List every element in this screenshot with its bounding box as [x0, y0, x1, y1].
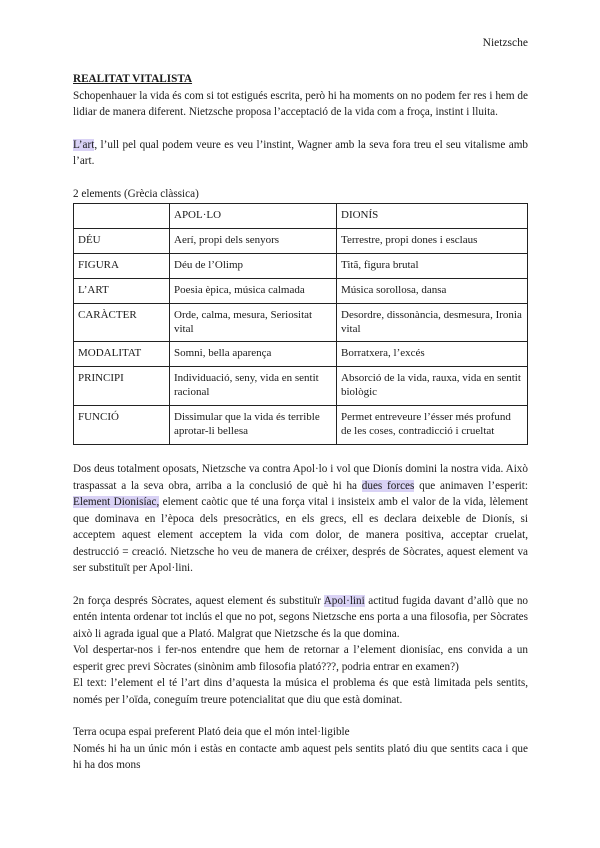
- apolo-cell: Somni, bella aparença: [170, 342, 337, 367]
- row-label: L’ART: [74, 279, 170, 304]
- table-row: [74, 342, 528, 367]
- row-label: FIGURA: [74, 254, 170, 279]
- apollo-dionysus-table: [73, 203, 528, 445]
- row-label: FUNCIÓ: [74, 406, 170, 445]
- dionis-cell: Permet entreveure l’ésser més profund de les coses, contradicció i crueltat: [337, 406, 528, 445]
- paragraph-un-mon: Només hi ha un únic món i estàs en contacte amb aquest pels sentits plató diu que sentits caca i que hi ha dos mons: [73, 742, 528, 771]
- dionis-cell: Desordre, dissonància, desmesura, Ironia vital: [337, 304, 528, 342]
- highlight-element-dionisiac: Element Dionisíac,: [73, 496, 160, 508]
- table-row: [74, 229, 528, 254]
- text-segment: Dos deus totalment oposats, Nietzsche va contra Apol·lo i vol que Dionís domini la nostra vida. Això traspassat a la seva obra, arriba a la conclusió de què hi ha: [73, 463, 528, 492]
- paragraph-dues-forces: [73, 461, 528, 577]
- highlight-dues-forces: dues forces: [361, 479, 415, 492]
- apolo-cell: Orde, calma, mesura, Seriositat vital: [170, 304, 337, 342]
- row-label: DÉU: [74, 229, 170, 254]
- highlight-apollini: Apol·lini: [323, 594, 365, 607]
- paragraph-art: [73, 137, 528, 170]
- paragraph-apollini: [73, 593, 528, 643]
- highlight-art: L’art: [73, 138, 95, 151]
- paragraph-schopenhauer: Schopenhauer la vida és com si tot estigués escrita, però hi ha moments on no podem fer res i hem de lidiar de manera diferent. Nietzsche proposa l’acceptació de la vida com a froça, instint i lluita.: [73, 89, 528, 118]
- paragraph-art-text: , l’ull pel qual podem veure es veu l’instint, Wagner amb la seva fora treu el seu vitalisme amb l’art.: [73, 138, 528, 167]
- table-row: [74, 367, 528, 406]
- text-segment: actitud fugida davant d’allò que no entén intenta ordenar tot inclús el que no pot, segons Nietzsche ens porta a una filosofia, per Sòcrates això li agrada igual que a Plató. Malgrat que Nietzsche és la que domina.: [73, 594, 529, 640]
- document-body: [73, 71, 528, 774]
- dionis-cell: Terrestre, propi dones i esclaus: [337, 229, 528, 254]
- row-label: PRINCIPI: [74, 367, 170, 406]
- table-row: [74, 304, 528, 342]
- dionis-cell: Titã, figura brutal: [337, 254, 528, 279]
- dionis-cell: Absorció de la vida, rauxa, vida en sentit biològic: [337, 367, 528, 406]
- table-header-apolo: APOL·LO: [170, 204, 337, 229]
- paragraph-el-text: El text: l’element el té l’art dins d’aquesta la música el problema és que està limitada pels sentits, només per l’oïda, coneguím treure potencialitat que diu que està dominat.: [73, 677, 528, 706]
- apolo-cell: Déu de l’Olimp: [170, 254, 337, 279]
- apolo-cell: Dissimular que la vida és terrible aprotar-li bellesa: [170, 406, 337, 445]
- row-label: CARÀCTER: [74, 304, 170, 342]
- table-row: [74, 406, 528, 445]
- table-header-row: [74, 204, 528, 229]
- table-header-dionis: DIONÍS: [337, 204, 528, 229]
- dionis-cell: Música sorollosa, dansa: [337, 279, 528, 304]
- apolo-cell: Poesia èpica, música calmada: [170, 279, 337, 304]
- table-header-empty: [74, 204, 170, 229]
- text-segment: 2n força després Sòcrates, aquest element és substituïr: [73, 594, 324, 607]
- row-label: MODALITAT: [74, 342, 170, 367]
- text-segment: element caòtic que té una força vital i insisteix amb el valor de la vida, lèlement que dominava en l’època dels presocràtics, en els grecs, ell es declara deixeble de Dionís, si acceptem aquest element acceptem la vida com dolor, de manera positiva, acceptar cruelat, destrucció = creació. Nietzsche ho veu de manera de créixer, després de Sòcrates, aquest element va ser substituït per Apol·lini.: [73, 496, 528, 574]
- paragraph-terra: Terra ocupa espai preferent Plató deia que el món intel·ligible: [73, 726, 350, 738]
- table-caption: 2 elements (Grècia clàssica): [73, 187, 199, 200]
- paragraph-despertar: Vol despertar-nos i fer-nos entendre que hem de retornar a l’element dionisíac, ens convida a un esperit grec previ Sòcrates (sinònim amb filosofia plató???, podria entrar en examen?): [73, 644, 528, 673]
- section-title: REALITAT VITALISTA: [73, 73, 193, 85]
- table-row: [74, 254, 528, 279]
- dionis-cell: Borratxera, l’excés: [337, 342, 528, 367]
- apolo-cell: Individuació, seny, vida en sentit racional: [170, 367, 337, 406]
- text-segment: que animaven l’esperit:: [414, 479, 529, 492]
- apolo-cell: Aerí, propi dels senyors: [170, 229, 337, 254]
- page-header: Nietzsche: [482, 37, 528, 49]
- table-row: [74, 279, 528, 304]
